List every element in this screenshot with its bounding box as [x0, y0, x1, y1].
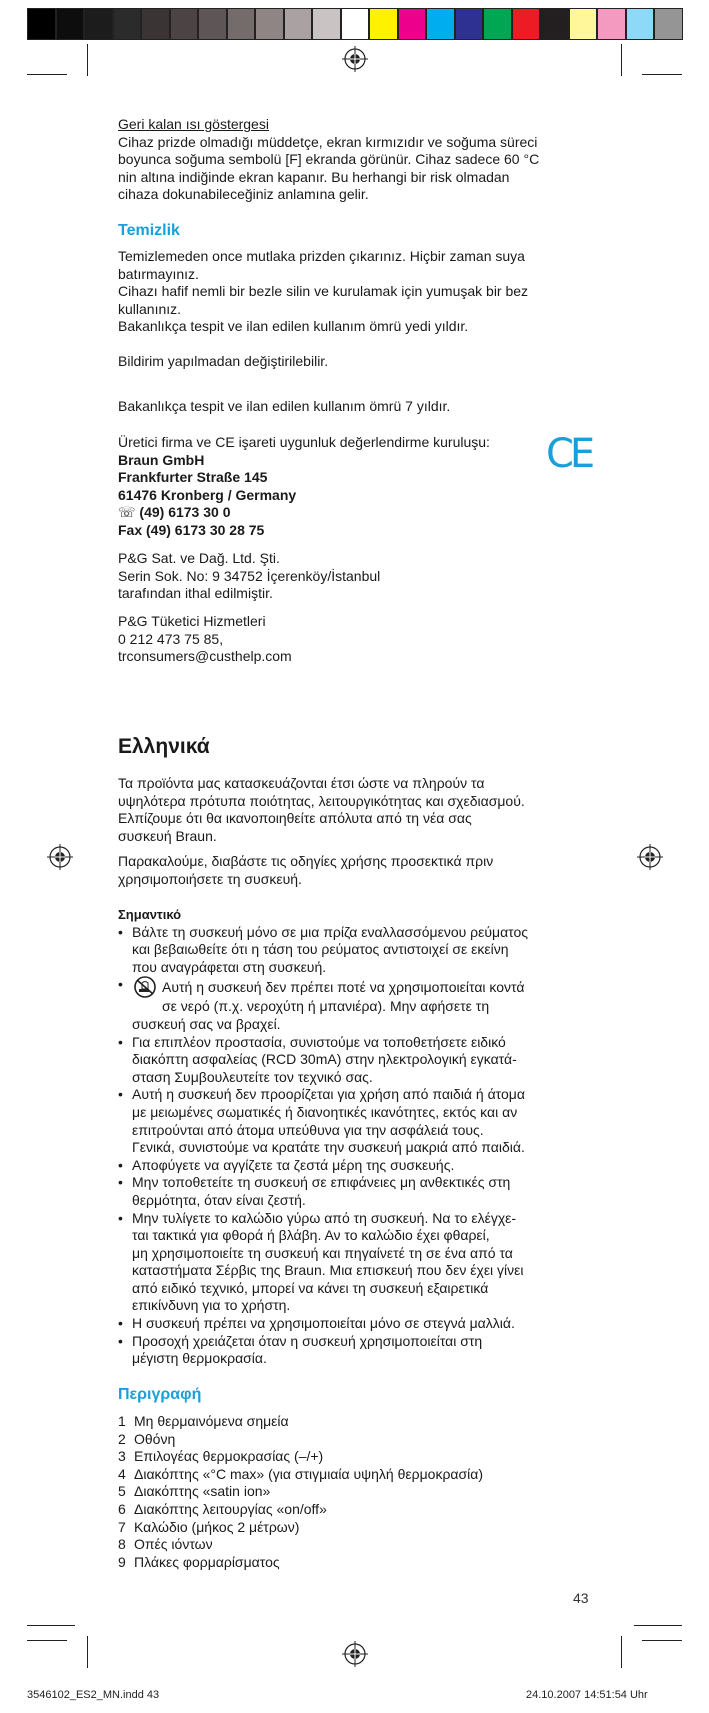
color-swatch: [369, 8, 398, 40]
part-number: 1: [118, 1413, 126, 1429]
color-swatch: [654, 8, 683, 40]
importer-line: Serin Sok. No: 9 34752 İçerenköy/İstanbul: [118, 567, 381, 584]
cleaning-line: batırmayınız.: [118, 265, 199, 282]
crop-mark: [87, 1636, 88, 1668]
crop-mark: [27, 1625, 75, 1626]
list-item: [118, 1554, 598, 1572]
consumer-services-block: [118, 613, 598, 666]
importer-line: tarafından ithal edilmiştir.: [118, 585, 273, 602]
list-item: • Αυτή η συσκευή δεν πρέπει ποτέ να χρησιμοποιείται κοντά σε νερό (π.χ. νεροχύτη ή μπανιέρα). Μην αφήσετε τη συσκευή σας να βραχεί.: [118, 976, 598, 1033]
part-label: Πλάκες φορμαρίσματος: [134, 1553, 280, 1570]
color-swatch: [56, 8, 85, 40]
list-item: [118, 1483, 598, 1501]
list-item: • Μην τυλίγετε το καλώδιο γύρω από τη συσκευή. Να το ελέγχε- ται τακτικά για φθορά ή βλάβη. Αν το καλώδιο έχει φθαρεί, μη χρησιμοποιείτε τη συσκευή και πηγαίνετέ τη σε ένα από τα καταστήματα Σέρβις της Braun. Μια επισκευή που δεν έχει γίνει από ειδικό τεχνικό, μπορεί να κάνει τη συσκευή εξαιρετικά επικίνδυνη για το χρήστη.: [118, 1210, 598, 1316]
list-item: [118, 1413, 598, 1431]
color-swatch: [170, 8, 199, 40]
manufacturer-street: Frankfurter Straße 145: [118, 469, 268, 486]
manufacturer-phone: [118, 504, 558, 522]
part-label: Οθόνη: [134, 1430, 176, 1447]
cleaning-text: [118, 248, 598, 336]
color-swatch: [312, 8, 341, 40]
no-water-warning-icon: [132, 976, 158, 998]
part-label: Διακόπτης λειτουργίας «on/off»: [134, 1500, 327, 1517]
cleaning-section: [118, 222, 598, 240]
list-item: • Η συσκευή πρέπει να χρησιμοποιείται μόνο σε στεγνά μαλλιά.: [118, 1315, 598, 1333]
list-item: [118, 1519, 598, 1537]
color-swatch: [626, 8, 655, 40]
change-notice: Bildirim yapılmadan değiştirilebilir.: [118, 353, 329, 369]
greek-title: Ελληνικά: [118, 735, 210, 758]
crop-mark: [621, 44, 622, 76]
remaining-heat-line: Cihaz prizde olmadığı müddetçe, ekran kırmızıdır ve soğuma süreci: [118, 133, 538, 150]
cleaning-line: Temizlemeden once mutlaka prizden çıkarınız. Hiçbir zaman suya: [118, 248, 525, 264]
greek-read-notice: [118, 853, 598, 888]
manufacturer-name: Braun GmbH: [118, 451, 205, 468]
read-line: χρησιμοποιήσετε τη συσκευή.: [118, 870, 302, 887]
important-list: [118, 924, 598, 1368]
important-heading: Σημαντικό: [118, 907, 182, 922]
consumer-line: P&G Tüketici Hizmetleri: [118, 613, 266, 629]
part-label: Καλώδιο (μήκος 2 μέτρων): [134, 1518, 300, 1535]
manufacturer-block: [118, 434, 558, 540]
footer-timestamp: 24.10.2007 14:51:54 Uhr: [526, 1689, 648, 1701]
part-number: 6: [118, 1500, 126, 1517]
footer-file-info: 3546102_ES2_MN.indd 43: [27, 1689, 160, 1701]
part-label: Μη θερμαινόμενα σημεία: [134, 1413, 289, 1429]
color-swatch: [341, 8, 370, 40]
importer-block: [118, 550, 598, 603]
crop-mark: [27, 74, 67, 75]
list-item: [118, 1466, 598, 1484]
part-label: Επιλογέας θερμοκρασίας (–/+): [134, 1448, 324, 1465]
intro-line: Ελπίζουμε ότι θα ικανοποιηθείτε απόλυτα από τη νέα σας: [118, 810, 472, 827]
part-number: 8: [118, 1536, 126, 1553]
registration-mark-icon: [637, 844, 663, 870]
ce-mark-icon: CE: [546, 431, 592, 477]
crop-mark: [642, 1640, 682, 1641]
manufacturer-intro: Üretici firma ve CE işareti uygunluk değerlendirme kuruluşu:: [118, 434, 490, 450]
list-item: [118, 1501, 598, 1519]
cleaning-line: kullanınız.: [118, 300, 182, 317]
color-swatch: [512, 8, 541, 40]
registration-mark-icon: [47, 844, 73, 870]
parts-list: [118, 1413, 598, 1571]
list-item: • Μην τοποθετείτε τη συσκευή σε επιφάνειες μη ανθεκτικές στη θερμότητα, όταν είναι ζεστή.: [118, 1174, 598, 1209]
part-number: 4: [118, 1465, 126, 1482]
list-item: • Για επιπλέον προστασία, συνιστούμε να τοποθετήσετε ειδικό διακόπτη ασφαλείας (RCD 30mA) στην ηλεκτρολογική εγκατά- σταση Συμβουλευτείτε τον τεχνικό σας.: [118, 1034, 598, 1087]
color-swatch: [569, 8, 598, 40]
cleaning-heading: Temizlik: [118, 222, 180, 239]
remaining-heat-title: Geri kalan ısı göstergesi: [118, 116, 269, 132]
color-swatch: [227, 8, 256, 40]
intro-line: Τα προϊόντα μας κατασκευάζονται έτσι ώστε να πληρούν τα: [118, 775, 485, 791]
crop-mark: [27, 1640, 67, 1641]
consumer-line: 0 212 473 75 85,: [118, 630, 224, 647]
manufacturer-fax: Fax (49) 6173 30 28 75: [118, 521, 265, 538]
cleaning-line: Bakanlıkça tespit ve ilan edilen kullanım ömrü yedi yıldır.: [118, 318, 469, 335]
list-item: • Βάλτε τη συσκευή μόνο σε μια πρίζα εναλλασσόμενου ρεύματος και βεβαιωθείτε ότι η τάση του ρεύματος αντιστοιχεί σε εκείνη που αναγράφεται στη συσκευή.: [118, 924, 598, 977]
crop-mark: [621, 1636, 622, 1668]
crop-mark: [634, 1625, 682, 1626]
part-label: Διακόπτης «satin ion»: [134, 1483, 271, 1500]
part-label: Οπές ιόντων: [134, 1536, 213, 1553]
remaining-heat-line: nin altına indiğinde ekran kapanır. Bu herhangi bir risk olmadan: [118, 168, 510, 185]
color-swatch: [255, 8, 284, 40]
phone-number: (49) 6173 30 0: [139, 504, 231, 521]
greek-intro: [118, 775, 598, 845]
color-swatch: [84, 8, 113, 40]
consumer-email: trconsumers@custhelp.com: [118, 648, 292, 665]
list-item: [118, 1536, 598, 1554]
registration-mark-icon: [342, 46, 368, 72]
intro-line: υψηλότερα πρότυπα ποιότητας, λειτουργικότητας και σχεδιασμού.: [118, 792, 525, 809]
manufacturer-city: 61476 Kronberg / Germany: [118, 486, 297, 503]
part-number: 2: [118, 1430, 126, 1447]
part-label: Διακόπτης «°C max» (για στιγμιαία υψηλή θερμοκρασία): [134, 1465, 484, 1482]
important-section: [118, 906, 598, 1368]
read-line: Παρακαλούμε, διαβάστε τις οδηγίες χρήσης προσεκτικά πριν: [118, 853, 494, 869]
crop-mark: [642, 74, 682, 75]
color-swatch: [141, 8, 170, 40]
color-swatch: [113, 8, 142, 40]
color-swatch: [540, 8, 569, 40]
list-item: • Προσοχή χρειάζεται όταν η συσκευή χρησιμοποιείται στη μέγιστη θερμοκρασία.: [118, 1333, 598, 1368]
crop-mark: [87, 44, 88, 76]
list-item: • Αυτή η συσκευή δεν προορίζεται για χρήση από παιδιά ή άτομα με μειωμένες σωματικές ή διανοητικές ικανότητες, εκτός και αν επιτρούνται από άτομα υπεύθυνα για την ασφάλειά τους. Γενικά, συνιστούμε να κρατάτε την συσκευή μακριά από παιδιά.: [118, 1086, 598, 1156]
importer-line: P&G Sat. ve Dağ. Ltd. Şti.: [118, 550, 280, 566]
color-swatch: [198, 8, 227, 40]
list-item: [118, 1448, 598, 1466]
color-swatch: [597, 8, 626, 40]
color-swatch: [398, 8, 427, 40]
description-heading: Περιγραφή: [118, 1386, 202, 1403]
phone-icon: ☏: [118, 504, 136, 521]
registration-mark-icon: [342, 1641, 368, 1667]
lifetime-notice: Bakanlıkça tespit ve ilan edilen kullanım ömrü 7 yıldır.: [118, 398, 451, 414]
part-number: 3: [118, 1448, 126, 1465]
cleaning-line: Cihazı hafif nemli bir bezle silin ve kurulamak için yumuşak bir bez: [118, 283, 529, 300]
color-swatch: [426, 8, 455, 40]
list-item: • Αποφύγετε να αγγίζετε τα ζεστά μέρη της συσκευής.: [118, 1157, 598, 1175]
remaining-heat-line: boyunca soğuma sembolü [F] ekranda görünür. Cihaz sadece 60 °C: [118, 151, 540, 168]
color-swatch: [455, 8, 484, 40]
remaining-heat-line: cihaza dokunabileceğiniz anlamına gelir.: [118, 186, 369, 203]
part-number: 5: [118, 1483, 126, 1500]
remaining-heat-section: [118, 116, 598, 204]
color-swatch: [27, 8, 56, 40]
part-number: 7: [118, 1518, 126, 1535]
parts-list-section: [118, 1413, 598, 1571]
part-number: 9: [118, 1553, 126, 1570]
color-swatch: [483, 8, 512, 40]
page-number: 43: [573, 1590, 589, 1606]
intro-line: συσκευή Braun.: [118, 827, 217, 844]
color-swatch: [284, 8, 313, 40]
list-item: [118, 1431, 598, 1449]
color-calibration-bar: [27, 8, 683, 40]
